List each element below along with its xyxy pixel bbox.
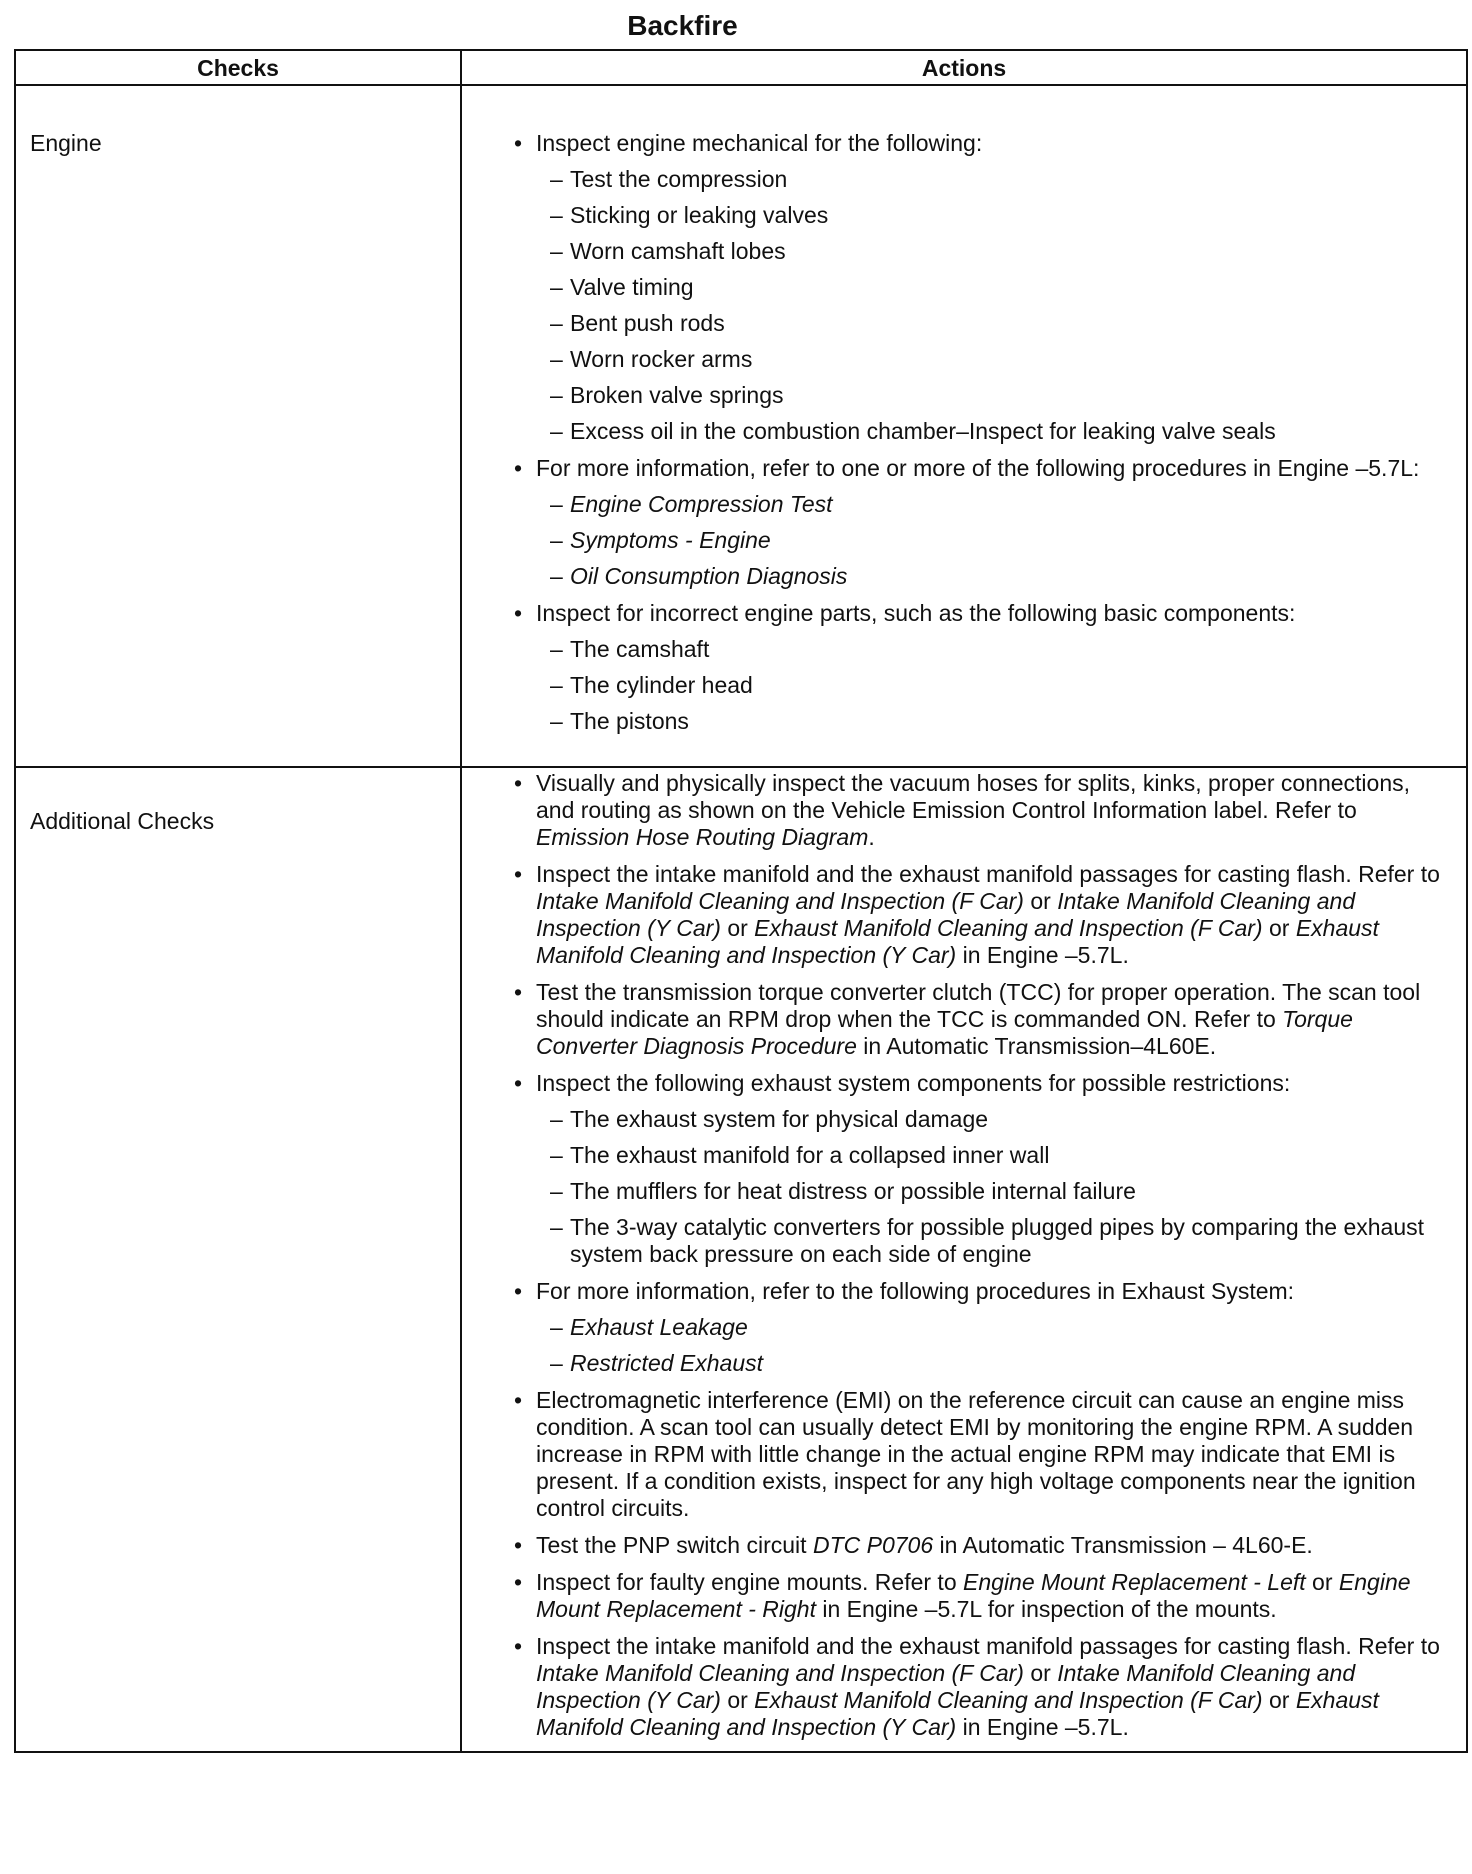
procedure-reference: Exhaust Leakage — [570, 1314, 748, 1340]
action-item — [512, 979, 1446, 1060]
sub-item — [536, 491, 1446, 518]
sub-item — [536, 527, 1446, 554]
action-text: Visually and physically inspect the vacuum hoses for splits, kinks, proper connections, and routing as shown on the Vehicle Emission Control Information label. Refer to — [536, 770, 1411, 823]
action-text: The mufflers for heat distress or possible internal failure — [570, 1178, 1136, 1204]
action-item — [512, 861, 1446, 969]
sub-item-list — [536, 1314, 1446, 1377]
action-text: Inspect the intake manifold and the exhaust manifold passages for casting flash. Refer to — [536, 1633, 1440, 1659]
action-item — [512, 770, 1446, 851]
action-text: The cylinder head — [570, 672, 753, 698]
procedure-reference: Intake Manifold Cleaning and Inspection (Y Car) — [536, 1660, 1356, 1713]
table-row — [15, 85, 1467, 767]
sub-item — [536, 346, 1446, 373]
procedure-reference: Intake Manifold Cleaning and Inspection (F Car) — [536, 888, 1024, 914]
action-text: Broken valve springs — [570, 382, 784, 408]
sub-item — [536, 274, 1446, 301]
action-text: Valve timing — [570, 274, 694, 300]
action-item — [512, 1278, 1446, 1377]
action-text: Inspect engine mechanical for the following: — [536, 130, 983, 156]
action-text: Worn camshaft lobes — [570, 238, 786, 264]
column-header-checks: Checks — [15, 50, 461, 85]
procedure-reference: Restricted Exhaust — [570, 1350, 764, 1376]
action-text: The exhaust manifold for a collapsed inner wall — [570, 1142, 1050, 1168]
procedure-reference: Oil Consumption Diagnosis — [570, 563, 848, 589]
sub-item-list — [536, 636, 1446, 735]
action-text: Excess oil in the combustion chamber–Inspect for leaking valve seals — [570, 418, 1276, 444]
action-text: Inspect for faulty engine mounts. Refer to — [536, 1569, 964, 1595]
action-item — [512, 130, 1446, 445]
procedure-reference: Symptoms - Engine — [570, 527, 771, 553]
column-header-actions: Actions — [461, 50, 1467, 85]
page-title: Backfire — [627, 10, 738, 41]
sub-item — [536, 418, 1446, 445]
action-text: or — [1262, 915, 1296, 941]
action-text: For more information, refer to one or more of the following procedures in Engine –5.7L: — [536, 455, 1420, 481]
procedure-reference: Engine Mount Replacement - Right — [536, 1569, 1411, 1622]
sub-item — [536, 238, 1446, 265]
sub-item — [536, 672, 1446, 699]
action-text: or — [1023, 1660, 1058, 1686]
action-item — [512, 1070, 1446, 1268]
action-text: Test the PNP switch circuit — [536, 1532, 813, 1558]
action-text: Sticking or leaking valves — [570, 202, 829, 228]
action-text: . — [868, 824, 875, 850]
table-header-row — [15, 50, 1467, 85]
action-text: Worn rocker arms — [570, 346, 753, 372]
action-text: in Automatic Transmission – 4L60-E. — [933, 1532, 1313, 1558]
procedure-reference: Torque Converter Diagnosis Procedure — [536, 1006, 1353, 1059]
procedure-reference: Exhaust Manifold Cleaning and Inspection (F Car) — [754, 915, 1263, 941]
action-item — [512, 455, 1446, 590]
sub-item — [536, 202, 1446, 229]
table-row — [15, 767, 1467, 1752]
procedure-reference: Engine Mount Replacement - Left — [963, 1569, 1306, 1595]
action-text: Inspect the intake manifold and the exhaust manifold passages for casting flash. Refer to — [536, 861, 1440, 887]
sub-item — [536, 708, 1446, 735]
action-text: in Engine –5.7L. — [956, 1714, 1129, 1740]
sub-item — [536, 1106, 1446, 1133]
procedure-reference: Intake Manifold Cleaning and Inspection (F Car) — [536, 1660, 1024, 1686]
check-label: Engine — [30, 130, 102, 156]
procedure-reference: Exhaust Manifold Cleaning and Inspection (Y Car) — [536, 915, 1379, 968]
procedure-reference: DTC P0706 — [812, 1532, 934, 1558]
action-text: in Engine –5.7L. — [956, 942, 1129, 968]
action-text: Test the transmission torque converter clutch (TCC) for proper operation. The scan tool should indicate an RPM drop when the TCC is commanded ON. Refer to — [536, 979, 1421, 1032]
action-text: The pistons — [570, 708, 689, 734]
sub-item — [536, 1314, 1446, 1341]
check-cell — [15, 767, 461, 1752]
action-item — [512, 600, 1446, 735]
action-item — [512, 1532, 1446, 1559]
action-item — [512, 1633, 1446, 1741]
actions-cell — [461, 767, 1467, 1752]
sub-item — [536, 1350, 1446, 1377]
action-text: in Engine –5.7L for inspection of the mounts. — [815, 1596, 1277, 1622]
sub-item-list — [536, 166, 1446, 445]
action-text: or — [720, 915, 755, 941]
action-item — [512, 1387, 1446, 1522]
sub-item — [536, 1214, 1446, 1268]
action-text: For more information, refer to the following procedures in Exhaust System: — [536, 1278, 1295, 1304]
sub-item — [536, 1142, 1446, 1169]
check-label: Additional Checks — [30, 808, 215, 834]
procedure-reference: Intake Manifold Cleaning and Inspection (Y Car) — [536, 888, 1356, 941]
action-text: The camshaft — [570, 636, 710, 662]
check-cell — [15, 85, 461, 767]
actions-cell — [461, 85, 1467, 767]
sub-item — [536, 563, 1446, 590]
action-text: in Automatic Transmission–4L60E. — [856, 1033, 1217, 1059]
sub-item-list — [536, 491, 1446, 590]
action-item — [512, 1569, 1446, 1623]
sub-item — [536, 1178, 1446, 1205]
action-text: or — [720, 1687, 755, 1713]
procedure-reference: Emission Hose Routing Diagram — [536, 824, 869, 850]
sub-item-list — [536, 1106, 1446, 1268]
sub-item — [536, 166, 1446, 193]
procedure-reference: Exhaust Manifold Cleaning and Inspection (Y Car) — [536, 1687, 1379, 1740]
action-text: or — [1305, 1569, 1339, 1595]
action-text: or — [1262, 1687, 1296, 1713]
sub-item — [536, 636, 1446, 663]
procedure-reference: Exhaust Manifold Cleaning and Inspection (F Car) — [754, 1687, 1263, 1713]
sub-item — [536, 382, 1446, 409]
procedure-reference: Engine Compression Test — [570, 491, 833, 517]
action-text: Inspect the following exhaust system components for possible restrictions: — [536, 1070, 1291, 1096]
diagnostic-table — [14, 49, 1468, 1753]
action-text: Bent push rods — [570, 310, 725, 336]
action-text: The 3-way catalytic converters for possible plugged pipes by comparing the exhaust system back pressure on each side of engine — [570, 1214, 1425, 1267]
action-text: or — [1023, 888, 1058, 914]
action-text: Inspect for incorrect engine parts, such as the following basic components: — [536, 600, 1296, 626]
action-text: The exhaust system for physical damage — [570, 1106, 989, 1132]
action-text: Electromagnetic interference (EMI) on the reference circuit can cause an engine miss condition. A scan tool can usually detect EMI by monitoring the engine RPM. A sudden increase in RPM with little change in the actual engine RPM may indicate that EMI is present. If a condition exists, inspect for any high voltage components near the ignition control circuits. — [536, 1387, 1416, 1521]
action-text: Test the compression — [570, 166, 788, 192]
sub-item — [536, 310, 1446, 337]
